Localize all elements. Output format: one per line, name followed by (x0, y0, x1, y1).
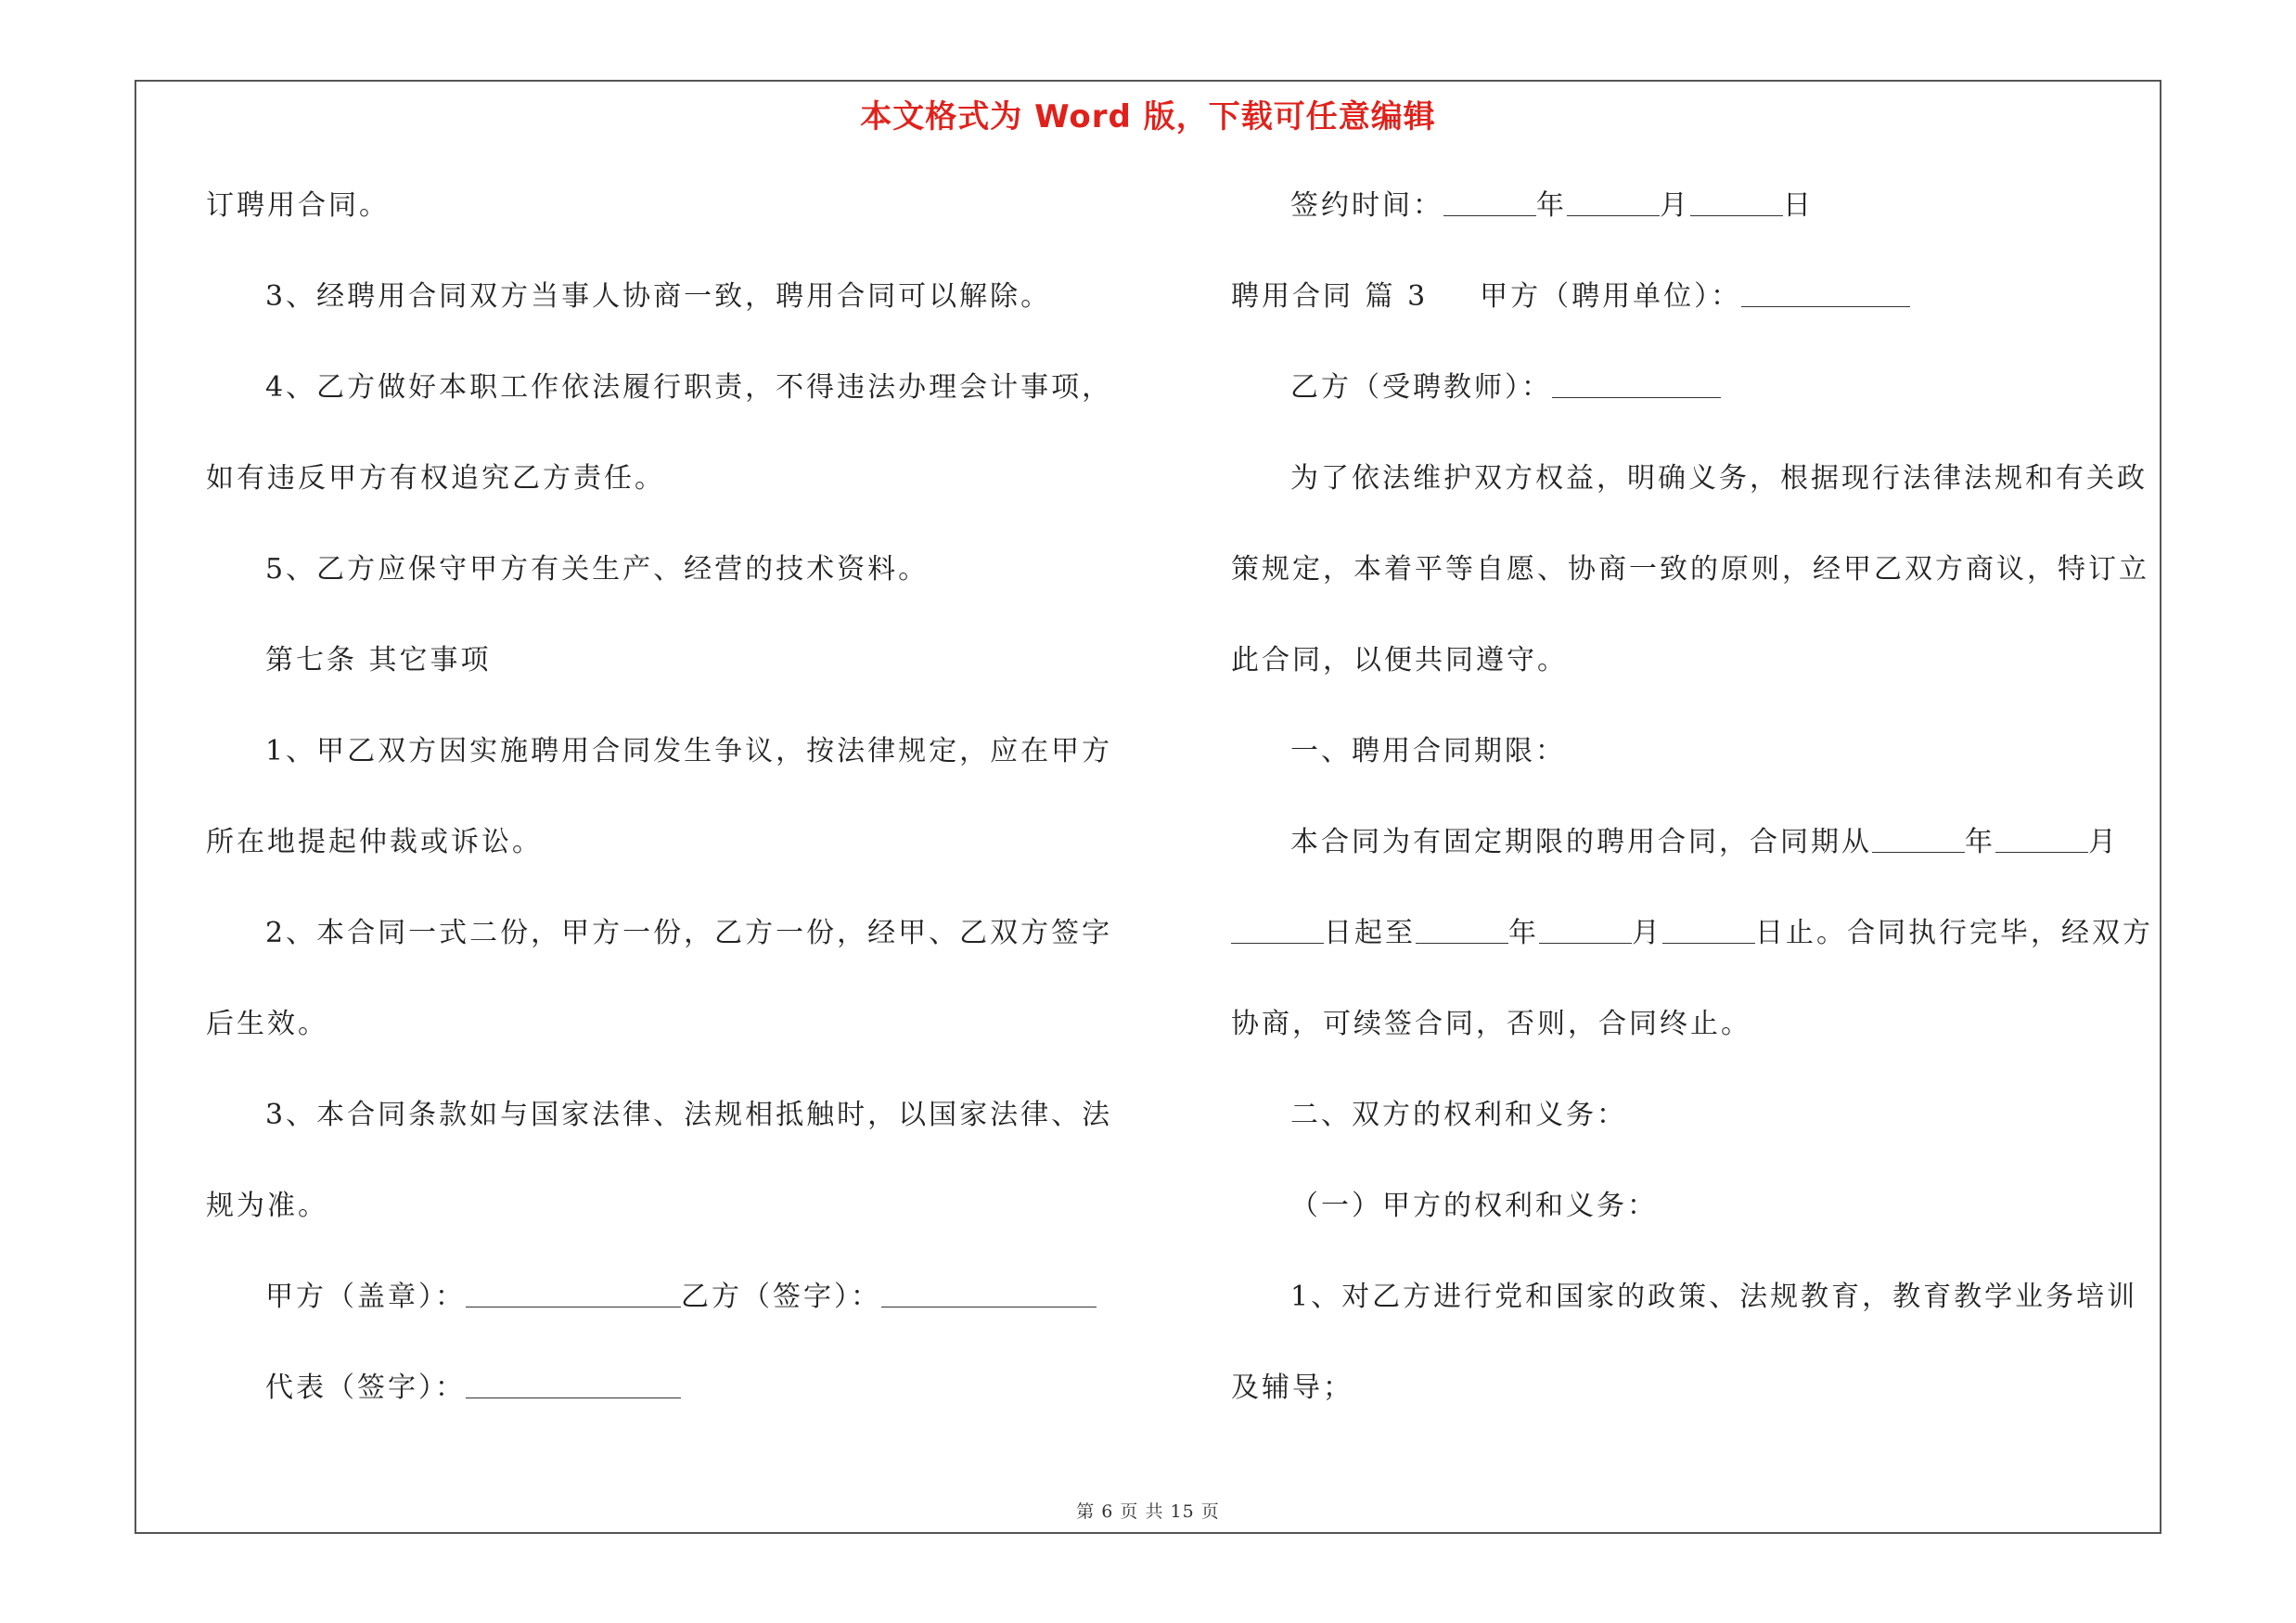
text-line: 此合同，以便共同遵守。 (1231, 644, 1568, 676)
day-blank (1690, 193, 1783, 216)
start-month-blank (1995, 830, 2088, 853)
party-b-blank (1552, 375, 1721, 398)
year-blank (1443, 193, 1536, 216)
end-day-text: 日止。合同执行完毕，经双方 (1755, 917, 2153, 949)
representative-sign-blank (466, 1375, 681, 1398)
representative-line (206, 1368, 681, 1409)
month-blank (1567, 193, 1660, 216)
party-a-seal-label: 甲方（盖章）： (265, 1281, 466, 1313)
contract-title: 聘用合同 篇 3 (1231, 280, 1429, 313)
party-a-label: 甲方（聘用单位）： (1480, 280, 1742, 313)
term-start-line (1231, 822, 2119, 863)
text-line: 协商，可续签合同，否则，合同终止。 (1231, 1008, 1751, 1040)
signing-date-label: 签约时间： (1290, 189, 1443, 222)
start-year-blank (1872, 830, 1965, 853)
start-day-blank (1231, 921, 1324, 944)
party-a-seal-blank (466, 1284, 681, 1307)
month-label: 月 (1660, 189, 1690, 222)
text-line: 订聘用合同。 (206, 189, 390, 222)
signing-date-line (1231, 186, 1814, 226)
start-month-label: 月 (2088, 826, 2119, 858)
day-label: 日 (1783, 189, 1814, 222)
text-line: 1、甲乙双方因实施聘用合同发生争议，按法律规定，应在甲方 (265, 735, 1113, 767)
contract-heading-line (1231, 277, 1910, 317)
party-a-blank (1741, 284, 1910, 307)
end-month-blank (1539, 921, 1632, 944)
term-end-line (1231, 913, 2153, 954)
section-heading: 第七条 其它事项 (265, 644, 492, 676)
text-line: 4、乙方做好本职工作依法履行职责，不得违法办理会计事项， (265, 371, 1113, 404)
text-line: 策规定，本着平等自愿、协商一致的原则，经甲乙双方商议，特订立 (1231, 553, 2149, 586)
text-line: 5、乙方应保守甲方有关生产、经营的技术资料。 (265, 553, 930, 586)
section-heading: 一、聘用合同期限： (1290, 735, 1566, 767)
term-text: 本合同为有固定期限的聘用合同，合同期从 (1290, 826, 1872, 858)
text-line: 2、本合同一式二份，甲方一份，乙方一份，经甲、乙双方签字 (265, 917, 1113, 949)
end-year-blank (1416, 921, 1508, 944)
year-label: 年 (1536, 189, 1567, 222)
subsection-heading: （一）甲方的权利和义务： (1290, 1190, 1658, 1222)
format-banner: 本文格式为 Word 版，下载可任意编辑 (860, 98, 1436, 135)
page-number-footer: 第 6 页 共 15 页 (1076, 1501, 1220, 1522)
text-line: 及辅导； (1231, 1372, 1353, 1404)
text-line: 3、经聘用合同双方当事人协商一致，聘用合同可以解除。 (265, 280, 1052, 313)
text-line: 规为准。 (206, 1190, 328, 1222)
end-day-blank (1662, 921, 1755, 944)
end-month-label: 月 (1632, 917, 1662, 949)
text-line: 如有违反甲方有权追究乙方责任。 (206, 462, 665, 495)
end-year-label: 年 (1508, 917, 1539, 949)
representative-sign-label: 代表（签字）： (265, 1372, 466, 1404)
section-heading: 二、双方的权利和义务： (1290, 1099, 1627, 1131)
party-b-sign-label: 乙方（签字）： (681, 1281, 881, 1313)
party-b-label: 乙方（受聘教师）： (1290, 371, 1552, 404)
text-line: 所在地提起仲裁或诉讼。 (206, 826, 543, 858)
start-day-label: 日起至 (1324, 917, 1416, 949)
party-b-sign-blank (881, 1284, 1097, 1307)
text-line: 3、本合同条款如与国家法律、法规相抵触时，以国家法律、法 (265, 1099, 1113, 1131)
party-b-line (1231, 367, 1721, 408)
signature-line (206, 1277, 1097, 1318)
text-line: 为了依法维护双方权益，明确义务，根据现行法律法规和有关政 (1290, 462, 2148, 495)
text-line: 1、对乙方进行党和国家的政策、法规教育，教育教学业务培训 (1290, 1281, 2138, 1313)
start-year-label: 年 (1965, 826, 1995, 858)
text-line: 后生效。 (206, 1008, 328, 1040)
